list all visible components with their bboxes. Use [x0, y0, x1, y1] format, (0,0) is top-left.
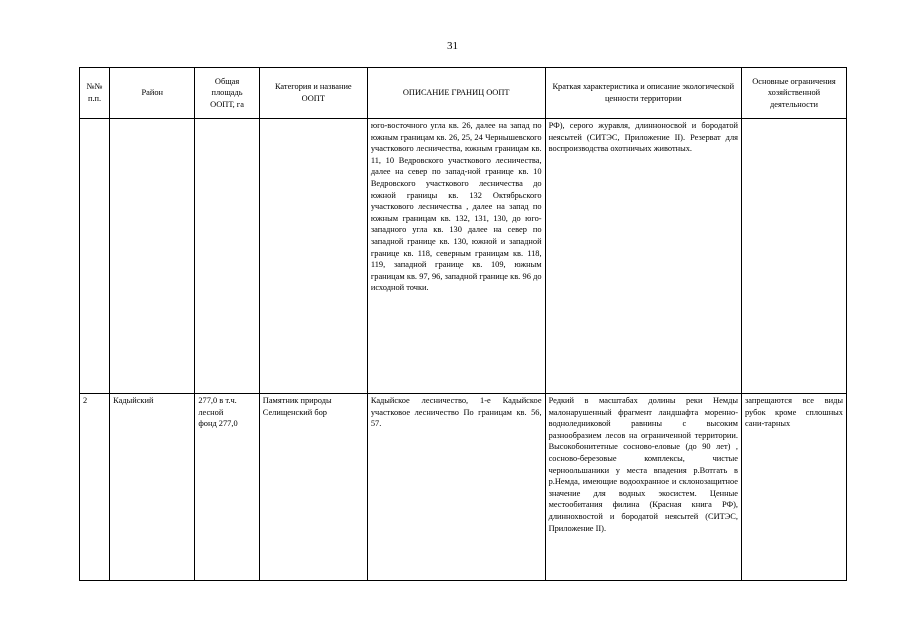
- cell-boundaries: юго-восточного угла кв. 26, далее на запад по южным границам кв. 26, 25, 24 Чернышевского участкового лесничества, южным границам кв. 11, 10 Ведровского участкового лесничества, далее на север по запад-ной границе кв. 10 Ведровского участкового лесничества до южной границы кв. 132 Октябрьского участкового лесничества , далее на запад по южным границам кв. 132, 131, 130, до юго-западного угла кв. 130 далее на север по западной границе кв. 130, южной и западной границе кв. 118, северным границам кв. 118, 119, западной границе кв. 109, южным границам кв. 97, 96, западной границе кв. 96 до исходной точки.: [367, 119, 545, 394]
- cell-characteristic: РФ), серого журавля, длинноносвой и бородатой неясытей (СИТЭС, Приложение II). Резерват для воспроизводства охотничьих животных.: [545, 119, 741, 394]
- header-limitations: Основные ограничения хозяйственной деятельности: [741, 68, 846, 119]
- cell-area-empty: [195, 119, 259, 394]
- header-category: Категория и название ООПТ: [259, 68, 367, 119]
- header-characteristic: Краткая характеристика и описание экологической ценности территории: [545, 68, 741, 119]
- cell-category-empty: [259, 119, 367, 394]
- cell-boundaries: Кадыйское лесничество, 1-е Кадыйское участковое лесничество По границам кв. 56, 57.: [367, 394, 545, 581]
- cell-characteristic: Редкий в масштабах долины реки Немды малонарушенный фрагмент ландшафта моренно-водноледниковой равнины с высоким разнообразием лесов на ограниченной территории. Высокобонитетные сосново-еловые (до 90 лет) , сосново-березовые комплексы, чистые черноольшаники у места впадения р.Вотгать в р.Немда, имеющие водоохранное и склонозащитное значение для водных экосистем. Ценные местообитания филина (Красная книга РФ), длиннохвостой и бородатой неясытей (СИТЭС, Приложение II).: [545, 394, 741, 581]
- oopt-table: [79, 67, 847, 581]
- table-row: [80, 119, 847, 394]
- table-header-row: [80, 68, 847, 119]
- cell-rayon-empty: [110, 119, 195, 394]
- header-num: №№ п.п.: [80, 68, 110, 119]
- header-boundaries: ОПИСАНИЕ ГРАНИЦ ООПТ: [367, 68, 545, 119]
- cell-area: 277,0 в т.ч. лесной фонд 277,0: [195, 394, 259, 581]
- cell-limitations-empty: [741, 119, 846, 394]
- cell-category: Памятник природы Селищенский бор: [259, 394, 367, 581]
- table-row: [80, 394, 847, 581]
- header-area: Общая площадь ООПТ, га: [195, 68, 259, 119]
- cell-num: 2: [80, 394, 110, 581]
- header-rayon: Район: [110, 68, 195, 119]
- cell-rayon: Кадыйский: [110, 394, 195, 581]
- cell-num-empty: [80, 119, 110, 394]
- cell-limitations: запрещаются все виды рубок кроме сплошных сани-тарных: [741, 394, 846, 581]
- page-number: 31: [447, 40, 458, 52]
